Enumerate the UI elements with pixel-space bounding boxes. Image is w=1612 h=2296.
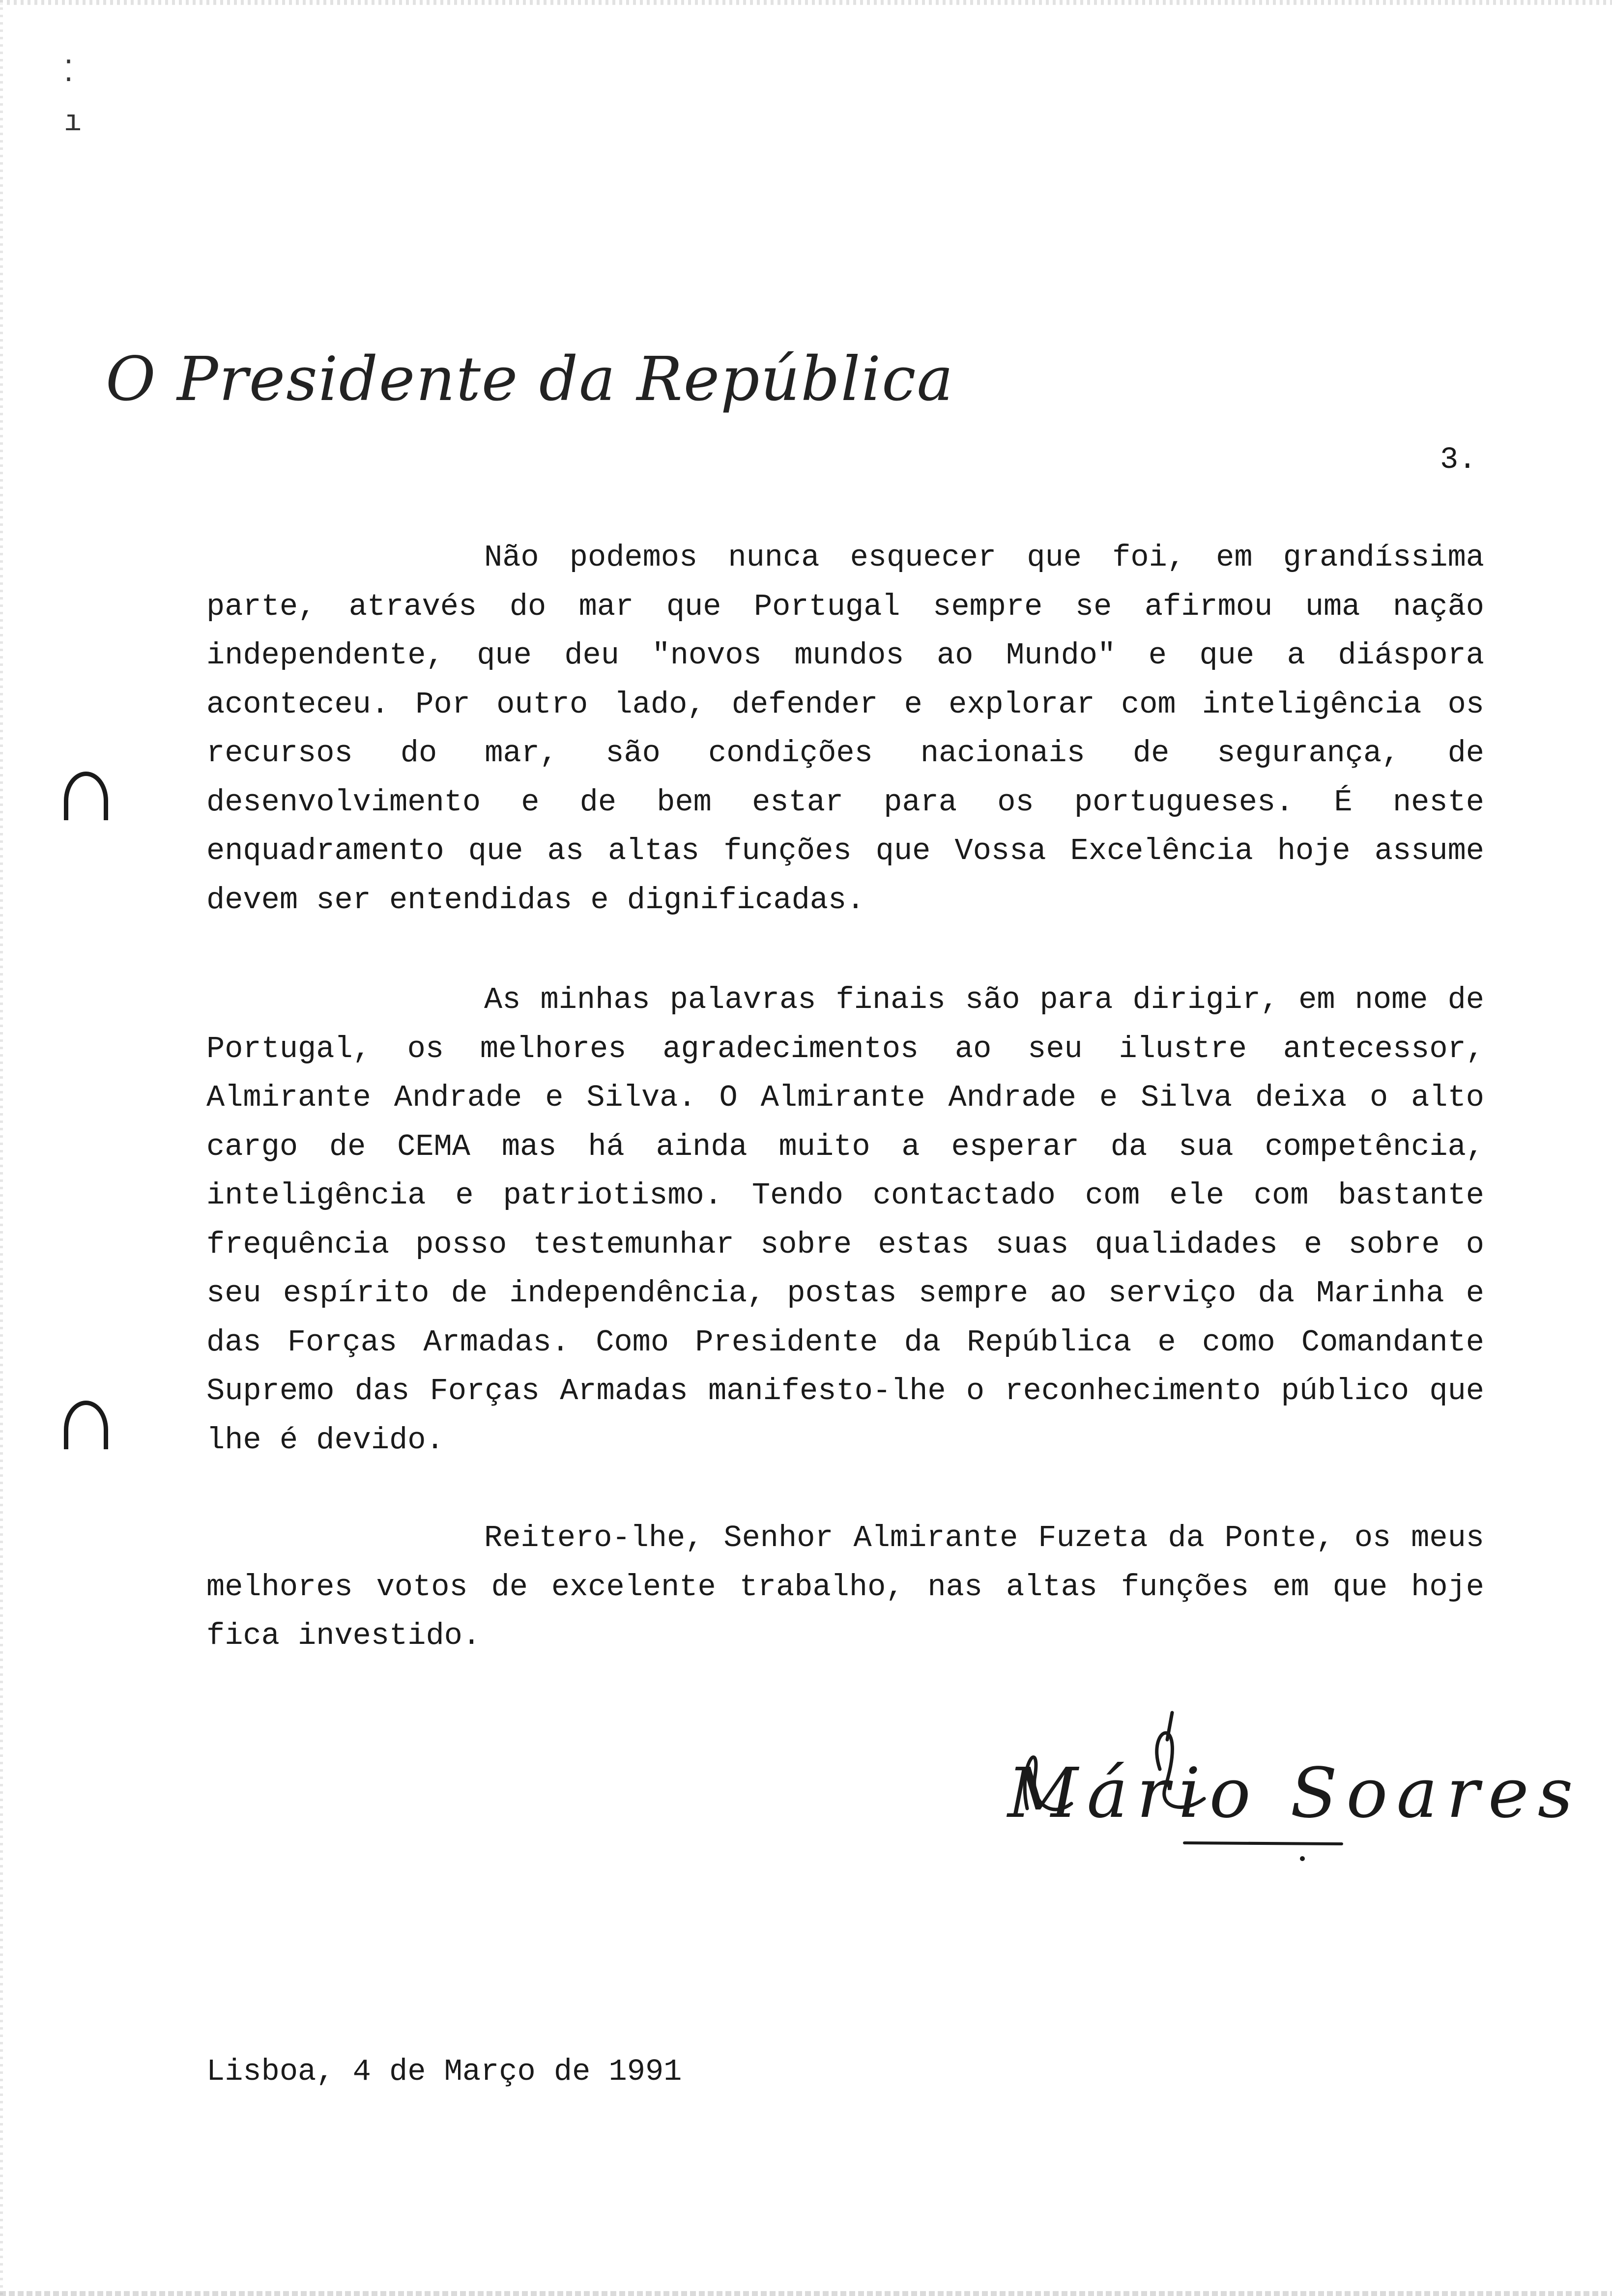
body-paragraph-2 (206, 976, 1484, 1464)
paragraph-2-text: As minhas palavras finais são para dirigir, em nome de Portugal, os melhores agradecimentos ao seu ilustre antecessor, Almirante Andrade e Silva. O Almirante Andrade e Silva deixa o alto cargo de CEMA mas há ainda muito a esperar da sua competência, inteligência e patriotismo. Tendo contactado com ele com bastante frequência posso testemunhar sobre estas suas qualidades e sobre o seu espírito de independência, postas sempre ao serviço da Marinha e das Forças Armadas. Como Presidente da República e como Comandante Supremo das Forças Armadas manifesto-lhe o reconhecimento público que lhe é devido. (206, 982, 1484, 1458)
page-number: 3. (1440, 442, 1477, 477)
handwritten-signature (998, 1705, 1582, 1867)
punch-hole-mark (64, 772, 108, 820)
body-paragraph-3 (206, 1514, 1484, 1661)
scan-edge-left (0, 0, 3, 2296)
scan-specks: ⁚ ı (64, 57, 82, 140)
scan-edge-top (0, 0, 1612, 5)
signature-name: Mário Soares (1008, 1753, 1582, 1834)
punch-hole-mark (64, 1401, 108, 1449)
paragraph-1-text: Não podemos nunca esquecer que foi, em grandíssima parte, através do mar que Portugal sempre se afirmou uma nação independente, que deu "novos mundos ao Mundo" e que a diáspora aconteceu. Por outro lado, defender e explorar com inteligência os recursos do mar, são condições nacionais de segurança, de desenvolvimento e de bem estar para os portugueses. É neste enquadramento que as altas funções que Vossa Excelência hoje assume devem ser entendidas e dignificadas. (206, 540, 1484, 918)
dateline: Lisboa, 4 de Março de 1991 (206, 2054, 682, 2089)
letterhead: O Presidente da República (106, 344, 954, 415)
paragraph-3-text: Reitero-lhe, Senhor Almirante Fuzeta da Ponte, os meus melhores votos de excelente trabalho, nas altas funções em que hoje fica investido. (206, 1521, 1484, 1653)
scan-edge-bottom (0, 2291, 1612, 2296)
body-paragraph-1 (206, 533, 1484, 924)
